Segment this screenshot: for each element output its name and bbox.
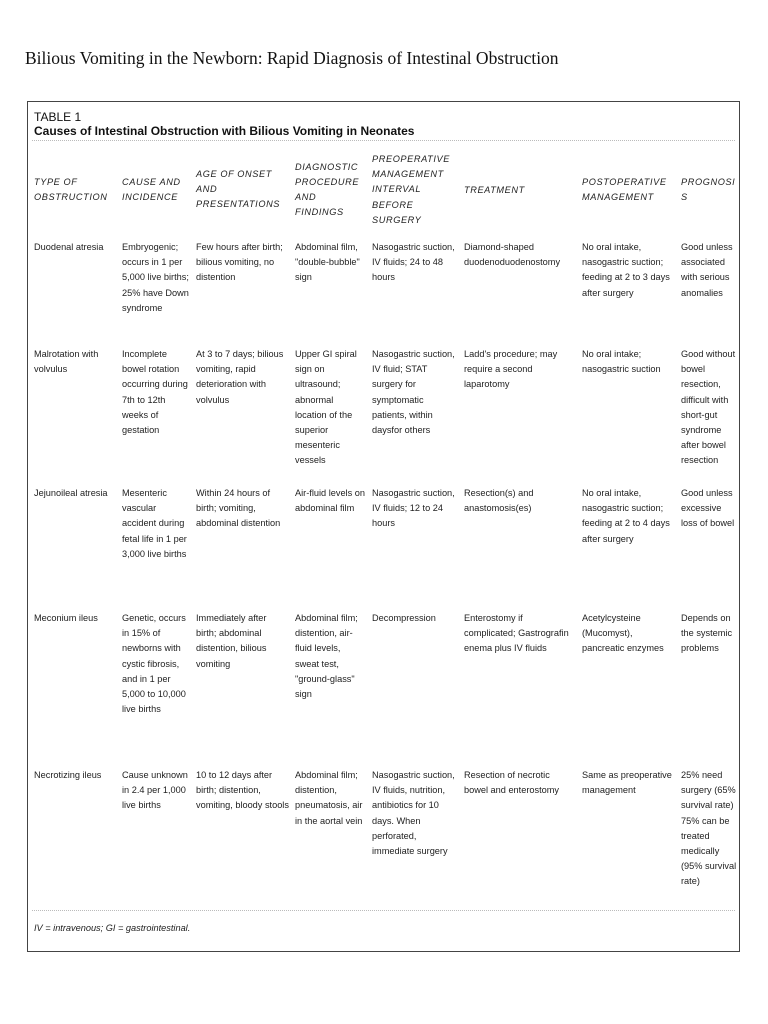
cell-age: At 3 to 7 days; bilious vomiting, rapid deterioration with volvulus [196,349,284,405]
footnote-divider [32,910,735,911]
cell-treatment: Ladd's procedure; may require a second laparotomy [464,349,558,390]
cell-type: Necrotizing ileus [34,770,102,780]
cell-age: Few hours after birth; bilious vomiting, no distention [196,242,283,283]
cell-postop: No oral intake; nasogastric suction [582,349,661,375]
cell-diagnostic: Abdominal film, "double-bubble" sign [295,242,360,283]
header-preop: PREOPERATIVE MANAGEMENT INTERVAL BEFORE SURGERY [372,154,450,225]
cell-preop: Nasogastric suction, IV fluids; 12 to 24 hours [372,488,455,529]
cell-preop: Nasogastric suction, IV fluid; STAT surgery for symptomatic patients, within daysfor others [372,349,455,436]
header-type: TYPE OF OBSTRUCTION [34,177,108,203]
cell-prognosis: Good without bowel resection, difficult with short-gut syndrome after bowel resection [681,349,736,466]
table-container [27,101,740,952]
cell-treatment: Resection(s) and anastomosis(es) [464,488,534,514]
cell-preop: Nasogastric suction, IV fluids, nutrition, antibiotics for 10 days. When perforated, immediate surgery [372,770,455,857]
cell-age: Within 24 hours of birth; vomiting, abdominal distention [196,488,281,529]
cell-cause: Incomplete bowel rotation occurring during 7th to 12th weeks of gestation [122,349,188,436]
cell-prognosis: Depends on the systemic problems [681,613,733,654]
cell-cause: Genetic, occurs in 15% of newborns with cystic fibrosis, and in 1 per 5,000 to 10,000 live births [122,613,186,715]
cell-diagnostic: Abdominal film; distention, pneumatosis, air in the aortal vein [295,770,363,826]
cell-treatment: Enterostomy if complicated; Gastrografin enema plus IV fluids [464,613,569,654]
cell-preop: Nasogastric suction, IV fluids; 24 to 48 hours [372,242,455,283]
cell-postop: No oral intake, nasogastric suction; feeding at 2 to 4 days after surgery [582,488,670,544]
cell-diagnostic: Air-fluid levels on abdominal film [295,488,365,514]
header-cause: CAUSE AND INCIDENCE [122,177,181,203]
cell-type: Malrotation with volvulus [34,349,99,375]
cell-postop: Same as preoperative management [582,770,672,796]
page-title: Bilious Vomiting in the Newborn: Rapid Diagnosis of Intestinal Obstruction [25,48,559,68]
cell-type: Jejunoileal atresia [34,488,108,498]
table-caption: Causes of Intestinal Obstruction with Bilious Vomiting in Neonates [34,124,415,138]
cell-age: 10 to 12 days after birth; distention, vomiting, bloody stools [196,770,289,811]
cell-age: Immediately after birth; abdominal distention, bilious vomiting [196,613,267,669]
cell-type: Meconium ileus [34,613,98,623]
cell-treatment: Diamond-shaped duodenoduodenostomy [464,242,561,268]
table-label: TABLE 1 [34,110,82,124]
cell-type: Duodenal atresia [34,242,104,252]
header-age: AGE OF ONSET AND PRESENTATIONS [196,169,281,210]
header-postop: POSTOPERATIVE MANAGEMENT [582,177,667,203]
cell-diagnostic: Abdominal film; distention, air-fluid levels, sweat test, "ground-glass" sign [295,613,358,700]
header-diagnostic: DIAGNOSTIC PROCEDURE AND FINDINGS [295,161,360,218]
cell-postop: No oral intake, nasogastric suction; feeding at 2 to 3 days after surgery [582,242,670,298]
cell-cause: Cause unknown in 2.4 per 1,000 live births [122,770,188,811]
cell-treatment: Resection of necrotic bowel and enterostomy [464,770,559,796]
table-footnote: IV = intravenous; GI = gastrointestinal. [34,923,191,933]
cell-diagnostic: Upper GI spiral sign on ultrasound; abnormal location of the superior mesenteric vessels [295,349,357,466]
cell-prognosis: Good unless associated with serious anomalies [681,242,733,298]
cell-prognosis: Good unless excessive loss of bowel [681,488,735,529]
header-treatment: TREATMENT [464,184,525,195]
cell-cause: Embryogenic; occurs in 1 per 5,000 live births; 25% have Down syndrome [122,242,189,313]
cell-prognosis: 25% need surgery (65% survival rate) 75% can be treated medically (95% survival rate) [681,770,737,887]
header-prognosis: PROGNOSIS [681,177,736,203]
cell-preop: Decompression [372,613,436,623]
caption-divider [32,140,735,141]
cell-cause: Mesenteric vascular accident during fetal life in 1 per 3,000 live births [122,488,187,559]
cell-postop: Acetylcysteine (Mucomyst), pancreatic enzymes [582,613,664,654]
